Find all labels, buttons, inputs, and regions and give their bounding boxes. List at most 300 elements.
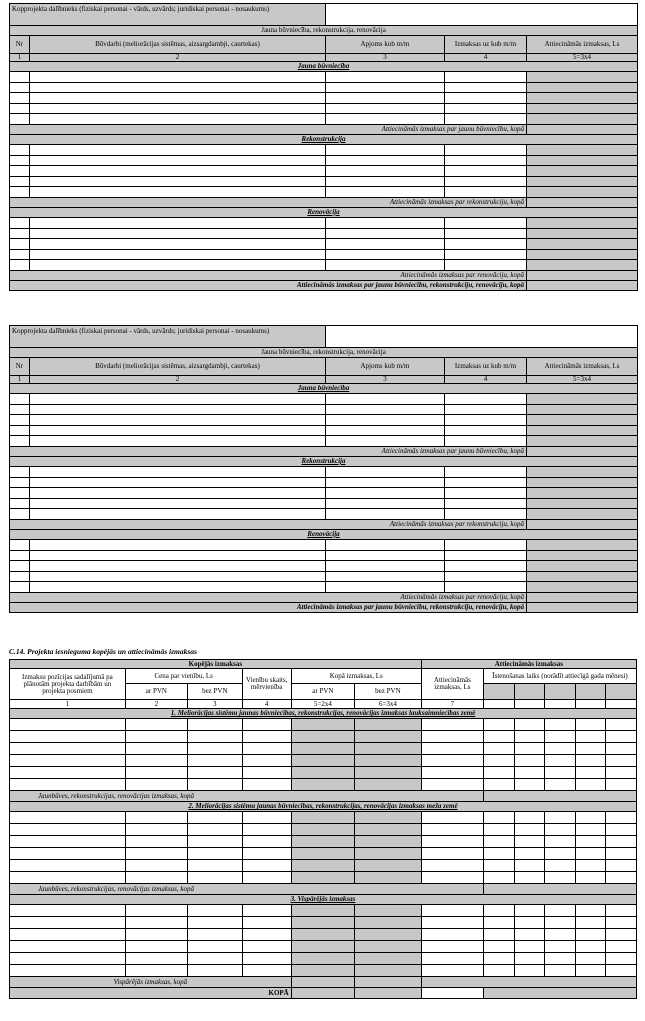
volume-cell[interactable] — [326, 176, 445, 187]
nr-cell[interactable] — [10, 176, 30, 187]
cost-cell[interactable] — [514, 836, 545, 848]
nr-cell[interactable] — [10, 217, 30, 228]
works-cell[interactable] — [30, 228, 326, 239]
cost-cell[interactable] — [545, 941, 576, 953]
works-cell[interactable] — [30, 144, 326, 155]
nr-cell[interactable] — [10, 228, 30, 239]
cost-cell[interactable] — [606, 743, 637, 755]
cost-cell[interactable] — [545, 812, 576, 824]
cost-cell[interactable] — [242, 755, 291, 767]
nr-cell[interactable] — [10, 103, 30, 114]
cost-cell[interactable] — [242, 743, 291, 755]
cost-cell[interactable] — [10, 905, 126, 917]
unit-cost-cell[interactable] — [445, 509, 527, 520]
volume-cell[interactable] — [326, 249, 445, 260]
cost-cell[interactable] — [421, 848, 483, 860]
unit-cost-cell[interactable] — [445, 228, 527, 239]
cost-cell[interactable] — [514, 743, 545, 755]
cost-cell[interactable] — [10, 731, 126, 743]
cost-cell[interactable] — [242, 779, 291, 791]
nr-cell[interactable] — [10, 187, 30, 198]
unit-cost-cell[interactable] — [445, 415, 527, 426]
cost-cell[interactable] — [188, 743, 243, 755]
cost-cell[interactable] — [242, 917, 291, 929]
cost-cell[interactable] — [421, 731, 483, 743]
cost-cell[interactable] — [10, 965, 126, 977]
unit-cost-cell[interactable] — [445, 466, 527, 477]
cost-cell[interactable] — [575, 812, 606, 824]
unit-cost-cell[interactable] — [445, 404, 527, 415]
cost-cell[interactable] — [575, 941, 606, 953]
cost-cell[interactable] — [125, 905, 187, 917]
cost-cell[interactable] — [188, 719, 243, 731]
volume-cell[interactable] — [326, 404, 445, 415]
works-cell[interactable] — [30, 415, 326, 426]
cost-cell[interactable] — [125, 872, 187, 884]
cost-cell[interactable] — [514, 824, 545, 836]
cost-cell[interactable] — [575, 917, 606, 929]
cost-cell[interactable] — [514, 812, 545, 824]
works-cell[interactable] — [30, 509, 326, 520]
nr-cell[interactable] — [10, 72, 30, 83]
participant-name-field[interactable] — [326, 4, 638, 26]
cost-cell[interactable] — [606, 767, 637, 779]
cost-cell[interactable] — [545, 836, 576, 848]
cost-cell[interactable] — [188, 767, 243, 779]
cost-cell[interactable] — [514, 767, 545, 779]
volume-cell[interactable] — [326, 498, 445, 509]
volume-cell[interactable] — [326, 93, 445, 104]
total-eligible[interactable] — [421, 988, 483, 999]
cost-cell[interactable] — [484, 929, 515, 941]
cost-cell[interactable] — [242, 872, 291, 884]
cost-cell[interactable] — [545, 860, 576, 872]
cost-cell[interactable] — [514, 905, 545, 917]
works-cell[interactable] — [30, 582, 326, 593]
volume-cell[interactable] — [326, 217, 445, 228]
cost-cell[interactable] — [10, 953, 126, 965]
nr-cell[interactable] — [10, 155, 30, 166]
cost-cell[interactable] — [484, 905, 515, 917]
cost-cell[interactable] — [545, 929, 576, 941]
unit-cost-cell[interactable] — [445, 539, 527, 550]
cost-cell[interactable] — [484, 719, 515, 731]
cost-cell[interactable] — [575, 767, 606, 779]
unit-cost-cell[interactable] — [445, 239, 527, 250]
cost-cell[interactable] — [514, 848, 545, 860]
cost-cell[interactable] — [484, 953, 515, 965]
cost-cell[interactable] — [421, 941, 483, 953]
volume-cell[interactable] — [326, 509, 445, 520]
works-cell[interactable] — [30, 571, 326, 582]
unit-cost-cell[interactable] — [445, 550, 527, 561]
volume-cell[interactable] — [326, 436, 445, 447]
cost-cell[interactable] — [484, 941, 515, 953]
cost-cell[interactable] — [484, 767, 515, 779]
cost-cell[interactable] — [421, 755, 483, 767]
cost-cell[interactable] — [606, 755, 637, 767]
cost-cell[interactable] — [242, 965, 291, 977]
unit-cost-cell[interactable] — [445, 93, 527, 104]
cost-cell[interactable] — [421, 743, 483, 755]
cost-cell[interactable] — [606, 719, 637, 731]
cost-cell[interactable] — [545, 824, 576, 836]
cost-cell[interactable] — [484, 872, 515, 884]
cost-cell[interactable] — [545, 917, 576, 929]
volume-cell[interactable] — [326, 415, 445, 426]
cost-cell[interactable] — [514, 965, 545, 977]
cost-cell[interactable] — [484, 965, 515, 977]
unit-cost-cell[interactable] — [445, 561, 527, 572]
unit-cost-cell[interactable] — [445, 187, 527, 198]
nr-cell[interactable] — [10, 488, 30, 499]
cost-cell[interactable] — [575, 743, 606, 755]
cost-cell[interactable] — [242, 848, 291, 860]
cost-cell[interactable] — [514, 872, 545, 884]
cost-cell[interactable] — [125, 779, 187, 791]
cost-cell[interactable] — [10, 929, 126, 941]
works-cell[interactable] — [30, 466, 326, 477]
volume-cell[interactable] — [326, 155, 445, 166]
unit-cost-cell[interactable] — [445, 582, 527, 593]
works-cell[interactable] — [30, 187, 326, 198]
volume-cell[interactable] — [326, 166, 445, 177]
unit-cost-cell[interactable] — [445, 477, 527, 488]
works-cell[interactable] — [30, 550, 326, 561]
cost-cell[interactable] — [545, 779, 576, 791]
cost-cell[interactable] — [606, 824, 637, 836]
cost-cell[interactable] — [10, 767, 126, 779]
unit-cost-cell[interactable] — [445, 82, 527, 93]
nr-cell[interactable] — [10, 260, 30, 271]
cost-cell[interactable] — [188, 755, 243, 767]
cost-cell[interactable] — [242, 767, 291, 779]
cost-cell[interactable] — [514, 941, 545, 953]
nr-cell[interactable] — [10, 550, 30, 561]
cost-cell[interactable] — [421, 953, 483, 965]
volume-cell[interactable] — [326, 72, 445, 83]
participant-name-field[interactable] — [326, 326, 638, 348]
cost-cell[interactable] — [606, 779, 637, 791]
cost-cell[interactable] — [421, 824, 483, 836]
works-cell[interactable] — [30, 260, 326, 271]
unit-cost-cell[interactable] — [445, 114, 527, 125]
cost-cell[interactable] — [188, 779, 243, 791]
works-cell[interactable] — [30, 394, 326, 405]
cost-cell[interactable] — [421, 965, 483, 977]
cost-cell[interactable] — [188, 836, 243, 848]
cost-cell[interactable] — [188, 965, 243, 977]
cost-cell[interactable] — [575, 755, 606, 767]
cost-cell[interactable] — [125, 965, 187, 977]
nr-cell[interactable] — [10, 466, 30, 477]
cost-cell[interactable] — [10, 824, 126, 836]
cost-cell[interactable] — [514, 917, 545, 929]
cost-cell[interactable] — [188, 860, 243, 872]
cost-cell[interactable] — [545, 848, 576, 860]
volume-cell[interactable] — [326, 571, 445, 582]
unit-cost-cell[interactable] — [445, 72, 527, 83]
volume-cell[interactable] — [326, 394, 445, 405]
nr-cell[interactable] — [10, 425, 30, 436]
cost-cell[interactable] — [188, 731, 243, 743]
works-cell[interactable] — [30, 217, 326, 228]
cost-cell[interactable] — [242, 929, 291, 941]
cost-cell[interactable] — [10, 872, 126, 884]
cost-cell[interactable] — [606, 965, 637, 977]
unit-cost-cell[interactable] — [445, 571, 527, 582]
cost-cell[interactable] — [545, 965, 576, 977]
nr-cell[interactable] — [10, 498, 30, 509]
cost-cell[interactable] — [125, 836, 187, 848]
volume-cell[interactable] — [326, 239, 445, 250]
cost-cell[interactable] — [242, 824, 291, 836]
cost-cell[interactable] — [125, 860, 187, 872]
works-cell[interactable] — [30, 166, 326, 177]
works-cell[interactable] — [30, 103, 326, 114]
cost-cell[interactable] — [10, 917, 126, 929]
cost-cell[interactable] — [514, 929, 545, 941]
volume-cell[interactable] — [326, 466, 445, 477]
cost-cell[interactable] — [125, 824, 187, 836]
cost-cell[interactable] — [421, 719, 483, 731]
cost-cell[interactable] — [125, 743, 187, 755]
works-cell[interactable] — [30, 404, 326, 415]
volume-cell[interactable] — [326, 488, 445, 499]
cost-cell[interactable] — [125, 812, 187, 824]
cost-cell[interactable] — [242, 731, 291, 743]
cost-cell[interactable] — [606, 836, 637, 848]
cost-cell[interactable] — [188, 929, 243, 941]
cost-cell[interactable] — [125, 755, 187, 767]
cost-cell[interactable] — [188, 872, 243, 884]
works-cell[interactable] — [30, 93, 326, 104]
cost-cell[interactable] — [188, 941, 243, 953]
cost-cell[interactable] — [421, 917, 483, 929]
cost-cell[interactable] — [545, 743, 576, 755]
cost-cell[interactable] — [10, 779, 126, 791]
nr-cell[interactable] — [10, 394, 30, 405]
nr-cell[interactable] — [10, 249, 30, 260]
works-cell[interactable] — [30, 72, 326, 83]
cost-cell[interactable] — [606, 731, 637, 743]
cost-cell[interactable] — [575, 719, 606, 731]
cost-cell[interactable] — [484, 743, 515, 755]
works-cell[interactable] — [30, 498, 326, 509]
cost-cell[interactable] — [242, 941, 291, 953]
volume-cell[interactable] — [326, 425, 445, 436]
nr-cell[interactable] — [10, 582, 30, 593]
cost-cell[interactable] — [606, 929, 637, 941]
cost-cell[interactable] — [421, 836, 483, 848]
cost-cell[interactable] — [421, 812, 483, 824]
unit-cost-cell[interactable] — [445, 176, 527, 187]
cost-cell[interactable] — [125, 848, 187, 860]
cost-cell[interactable] — [545, 755, 576, 767]
cost-cell[interactable] — [10, 836, 126, 848]
unit-cost-cell[interactable] — [445, 166, 527, 177]
cost-cell[interactable] — [10, 743, 126, 755]
works-cell[interactable] — [30, 488, 326, 499]
cost-cell[interactable] — [484, 779, 515, 791]
cost-cell[interactable] — [484, 755, 515, 767]
cost-cell[interactable] — [421, 860, 483, 872]
volume-cell[interactable] — [326, 260, 445, 271]
cost-cell[interactable] — [575, 731, 606, 743]
cost-cell[interactable] — [10, 941, 126, 953]
nr-cell[interactable] — [10, 509, 30, 520]
works-cell[interactable] — [30, 114, 326, 125]
unit-cost-cell[interactable] — [445, 394, 527, 405]
cost-cell[interactable] — [125, 917, 187, 929]
cost-cell[interactable] — [421, 779, 483, 791]
nr-cell[interactable] — [10, 93, 30, 104]
cost-cell[interactable] — [421, 767, 483, 779]
cost-cell[interactable] — [242, 836, 291, 848]
cost-cell[interactable] — [484, 917, 515, 929]
unit-cost-cell[interactable] — [445, 249, 527, 260]
cost-cell[interactable] — [606, 953, 637, 965]
cost-cell[interactable] — [242, 719, 291, 731]
cost-cell[interactable] — [606, 860, 637, 872]
cost-cell[interactable] — [575, 824, 606, 836]
works-cell[interactable] — [30, 155, 326, 166]
works-cell[interactable] — [30, 477, 326, 488]
works-cell[interactable] — [30, 239, 326, 250]
cost-cell[interactable] — [242, 953, 291, 965]
nr-cell[interactable] — [10, 539, 30, 550]
cost-cell[interactable] — [545, 953, 576, 965]
unit-cost-cell[interactable] — [445, 155, 527, 166]
cost-cell[interactable] — [484, 860, 515, 872]
cost-cell[interactable] — [484, 824, 515, 836]
volume-cell[interactable] — [326, 144, 445, 155]
cost-cell[interactable] — [514, 719, 545, 731]
cost-cell[interactable] — [242, 905, 291, 917]
nr-cell[interactable] — [10, 144, 30, 155]
cost-cell[interactable] — [484, 836, 515, 848]
nr-cell[interactable] — [10, 166, 30, 177]
cost-cell[interactable] — [188, 917, 243, 929]
works-cell[interactable] — [30, 436, 326, 447]
cost-cell[interactable] — [575, 965, 606, 977]
cost-cell[interactable] — [125, 941, 187, 953]
cost-cell[interactable] — [575, 929, 606, 941]
nr-cell[interactable] — [10, 114, 30, 125]
volume-cell[interactable] — [326, 539, 445, 550]
works-cell[interactable] — [30, 176, 326, 187]
volume-cell[interactable] — [326, 582, 445, 593]
cost-cell[interactable] — [606, 917, 637, 929]
cost-cell[interactable] — [242, 860, 291, 872]
cost-cell[interactable] — [514, 953, 545, 965]
cost-cell[interactable] — [606, 905, 637, 917]
unit-cost-cell[interactable] — [445, 425, 527, 436]
works-cell[interactable] — [30, 561, 326, 572]
cost-cell[interactable] — [10, 755, 126, 767]
cost-cell[interactable] — [484, 731, 515, 743]
unit-cost-cell[interactable] — [445, 144, 527, 155]
cost-cell[interactable] — [484, 848, 515, 860]
nr-cell[interactable] — [10, 415, 30, 426]
cost-cell[interactable] — [421, 929, 483, 941]
cost-cell[interactable] — [125, 731, 187, 743]
cost-cell[interactable] — [545, 719, 576, 731]
cost-cell[interactable] — [125, 929, 187, 941]
cost-cell[interactable] — [606, 812, 637, 824]
cost-cell[interactable] — [545, 731, 576, 743]
cost-cell[interactable] — [575, 779, 606, 791]
cost-cell[interactable] — [484, 812, 515, 824]
cost-cell[interactable] — [575, 872, 606, 884]
cost-cell[interactable] — [188, 848, 243, 860]
cost-cell[interactable] — [10, 719, 126, 731]
unit-cost-cell[interactable] — [445, 103, 527, 114]
nr-cell[interactable] — [10, 404, 30, 415]
cost-cell[interactable] — [125, 953, 187, 965]
cost-cell[interactable] — [242, 812, 291, 824]
cost-cell[interactable] — [421, 905, 483, 917]
cost-cell[interactable] — [188, 824, 243, 836]
cost-cell[interactable] — [606, 872, 637, 884]
cost-cell[interactable] — [545, 905, 576, 917]
unit-cost-cell[interactable] — [445, 488, 527, 499]
unit-cost-cell[interactable] — [445, 498, 527, 509]
unit-cost-cell[interactable] — [445, 217, 527, 228]
nr-cell[interactable] — [10, 82, 30, 93]
cost-cell[interactable] — [575, 905, 606, 917]
cost-cell[interactable] — [575, 860, 606, 872]
cost-cell[interactable] — [10, 848, 126, 860]
volume-cell[interactable] — [326, 82, 445, 93]
cost-cell[interactable] — [10, 860, 126, 872]
cost-cell[interactable] — [575, 848, 606, 860]
cost-cell[interactable] — [514, 731, 545, 743]
volume-cell[interactable] — [326, 187, 445, 198]
nr-cell[interactable] — [10, 436, 30, 447]
volume-cell[interactable] — [326, 477, 445, 488]
cost-cell[interactable] — [606, 848, 637, 860]
nr-cell[interactable] — [10, 477, 30, 488]
cost-cell[interactable] — [10, 812, 126, 824]
cost-cell[interactable] — [514, 779, 545, 791]
cost-cell[interactable] — [188, 953, 243, 965]
cost-cell[interactable] — [125, 767, 187, 779]
nr-cell[interactable] — [10, 239, 30, 250]
works-cell[interactable] — [30, 539, 326, 550]
cost-cell[interactable] — [575, 953, 606, 965]
cost-cell[interactable] — [606, 941, 637, 953]
cost-cell[interactable] — [545, 872, 576, 884]
cost-cell[interactable] — [125, 719, 187, 731]
cost-cell[interactable] — [421, 872, 483, 884]
works-cell[interactable] — [30, 425, 326, 436]
volume-cell[interactable] — [326, 550, 445, 561]
cost-cell[interactable] — [575, 836, 606, 848]
works-cell[interactable] — [30, 249, 326, 260]
cost-cell[interactable] — [514, 755, 545, 767]
nr-cell[interactable] — [10, 571, 30, 582]
works-cell[interactable] — [30, 82, 326, 93]
volume-cell[interactable] — [326, 228, 445, 239]
cost-cell[interactable] — [545, 767, 576, 779]
cost-cell[interactable] — [188, 812, 243, 824]
nr-cell[interactable] — [10, 561, 30, 572]
volume-cell[interactable] — [326, 114, 445, 125]
volume-cell[interactable] — [326, 561, 445, 572]
cost-cell[interactable] — [188, 905, 243, 917]
cost-cell[interactable] — [514, 860, 545, 872]
